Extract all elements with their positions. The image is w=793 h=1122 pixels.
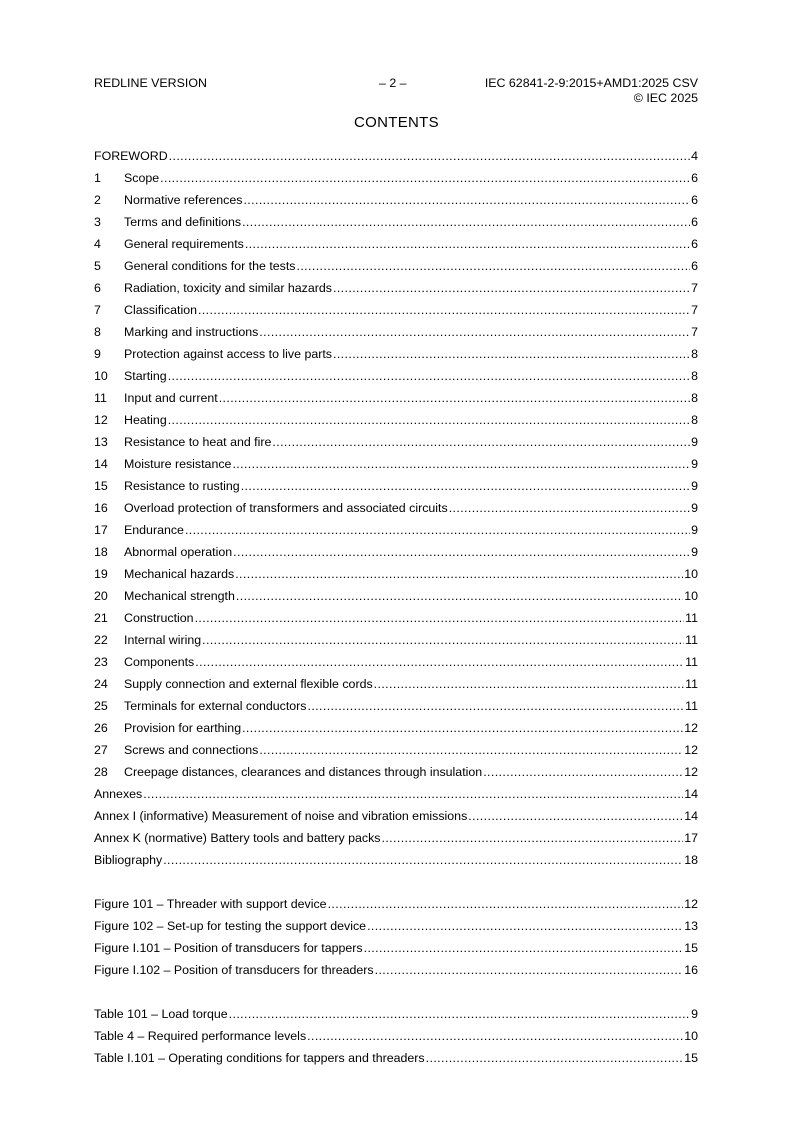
toc-entry[interactable] — [94, 783, 698, 805]
toc-entry-title: Resistance to heat and fire — [124, 435, 272, 449]
dot-leader — [185, 519, 690, 541]
dot-leader — [259, 321, 690, 343]
toc-entry-title: Components — [124, 655, 195, 669]
toc-clause-number: 2 — [94, 193, 101, 207]
header-version-label: REDLINE VERSION — [94, 76, 207, 90]
toc-table-entry[interactable] — [94, 1025, 698, 1047]
dot-leader — [307, 1025, 683, 1047]
toc-entry[interactable] — [94, 211, 698, 233]
toc-entry[interactable] — [94, 453, 698, 475]
toc-page-number: 9 — [691, 501, 698, 515]
toc-clause-number: 8 — [94, 325, 101, 339]
toc-page-number: 8 — [691, 347, 698, 361]
toc-clause-number: 7 — [94, 303, 101, 317]
toc-entry-title: Input and current — [124, 391, 218, 405]
toc-entry[interactable] — [94, 717, 698, 739]
toc-clause-number: 1 — [94, 171, 101, 185]
toc-clause-number: 13 — [94, 435, 108, 449]
toc-clause-number: 4 — [94, 237, 101, 251]
toc-clause-number: 3 — [94, 215, 101, 229]
dot-leader — [375, 959, 684, 981]
dot-leader — [328, 893, 684, 915]
toc-entry[interactable] — [94, 255, 698, 277]
toc-entry[interactable] — [94, 365, 698, 387]
toc-figure-entry[interactable] — [94, 959, 698, 981]
toc-entry[interactable] — [94, 849, 698, 871]
toc-page-number: 6 — [691, 193, 698, 207]
dot-leader — [229, 1003, 690, 1025]
toc-entry-title: Internal wiring — [124, 633, 202, 647]
dot-leader — [242, 211, 690, 233]
toc-entry[interactable] — [94, 233, 698, 255]
toc-entry[interactable] — [94, 673, 698, 695]
toc-clause-number: 27 — [94, 743, 108, 757]
toc-entry-title: Annex I (informative) Measurement of noise and vibration emissions — [94, 809, 468, 823]
toc-clause-number: 16 — [94, 501, 108, 515]
dot-leader — [236, 585, 683, 607]
toc-entry[interactable] — [94, 299, 698, 321]
page-header — [94, 76, 698, 110]
dot-leader — [143, 783, 683, 805]
toc-entry-title: Resistance to rusting — [124, 479, 240, 493]
dot-leader — [259, 739, 683, 761]
toc-figure-entry[interactable] — [94, 893, 698, 915]
toc-entry-title: Radiation, toxicity and similar hazards — [124, 281, 332, 295]
toc-page-number: 7 — [691, 325, 698, 339]
toc-page-number: 11 — [685, 677, 698, 691]
dot-leader — [364, 937, 684, 959]
toc-entry-title: Protection against access to live parts — [124, 347, 332, 361]
dot-leader — [195, 607, 685, 629]
toc-clause-number: 5 — [94, 259, 101, 273]
toc-page-number: 10 — [684, 567, 698, 581]
toc-page-number: 15 — [684, 941, 698, 955]
toc-entry-title: Figure 101 – Threader with support device — [94, 897, 327, 911]
toc-page-number: 10 — [684, 589, 698, 603]
dot-leader — [468, 805, 683, 827]
toc-entry-title: Mechanical hazards — [124, 567, 235, 581]
toc-entry[interactable] — [94, 585, 698, 607]
toc-page-number: 13 — [684, 919, 698, 933]
dot-leader — [333, 343, 690, 365]
toc-page-number: 14 — [684, 809, 698, 823]
toc-clause-number: 11 — [94, 391, 107, 405]
toc-entry[interactable] — [94, 343, 698, 365]
toc-clause-number: 28 — [94, 765, 108, 779]
toc-entry[interactable] — [94, 277, 698, 299]
dot-leader — [169, 145, 690, 167]
toc-clause-number: 10 — [94, 369, 108, 383]
dot-leader — [374, 673, 684, 695]
toc-entry-title: Construction — [124, 611, 194, 625]
toc-clause-number: 19 — [94, 567, 108, 581]
toc-page-number: 10 — [684, 1029, 698, 1043]
toc-page-number: 11 — [685, 699, 698, 713]
dot-leader — [449, 497, 690, 519]
toc-entry-title: Table I.101 – Operating conditions for tappers and threaders — [94, 1051, 425, 1065]
toc-entry-title: Figure 102 – Set-up for testing the support device — [94, 919, 367, 933]
header-standard-number: IEC 62841-2-9:2015+AMD1:2025 CSV — [484, 76, 698, 90]
toc-page-number: 9 — [691, 1007, 698, 1021]
toc-page-number: 15 — [684, 1051, 698, 1065]
toc-page-number: 8 — [691, 413, 698, 427]
toc-clause-number: 14 — [94, 457, 108, 471]
toc-page-number: 11 — [685, 611, 698, 625]
toc-clause-number: 12 — [94, 413, 108, 427]
toc-clause-number: 22 — [94, 633, 108, 647]
dot-leader — [195, 651, 684, 673]
dot-leader — [367, 915, 683, 937]
toc-entry-title: Annexes — [94, 787, 143, 801]
toc-entry-title: Mechanical strength — [124, 589, 235, 603]
dot-leader — [233, 541, 690, 563]
toc-page-number: 9 — [691, 523, 698, 537]
toc-entry[interactable] — [94, 409, 698, 431]
toc-entry-title: Endurance — [124, 523, 184, 537]
dot-leader — [483, 761, 683, 783]
toc-entry-title: Classification — [124, 303, 197, 317]
toc-clause-number: 25 — [94, 699, 108, 713]
dot-leader — [426, 1047, 684, 1069]
toc-clause-number: 15 — [94, 479, 108, 493]
page-title: CONTENTS — [354, 114, 439, 131]
toc-clause-number: 24 — [94, 677, 108, 691]
toc-page-number: 11 — [685, 655, 698, 669]
dot-leader — [382, 827, 684, 849]
dot-leader — [202, 629, 684, 651]
toc-entry[interactable] — [94, 497, 698, 519]
toc-table-entry[interactable] — [94, 1003, 698, 1025]
toc-page-number: 14 — [684, 787, 698, 801]
dot-leader — [235, 563, 683, 585]
toc-page-number: 9 — [691, 479, 698, 493]
toc-entry-title: Figure I.101 – Position of transducers for tappers — [94, 941, 363, 955]
toc-page-number: 6 — [691, 259, 698, 273]
toc-entry[interactable] — [94, 387, 698, 409]
toc-entry-title: Overload protection of transformers and associated circuits — [124, 501, 448, 515]
toc-entry-title: General conditions for the tests — [124, 259, 296, 273]
toc-entry-title: Table 4 – Required performance levels — [94, 1029, 307, 1043]
dot-leader — [308, 695, 685, 717]
dot-leader — [168, 365, 690, 387]
toc-entry-title: FOREWORD — [94, 149, 168, 163]
toc-entry-title: Starting — [124, 369, 167, 383]
toc-page-number: 7 — [691, 303, 698, 317]
dot-leader — [297, 255, 691, 277]
dot-leader — [219, 387, 690, 409]
toc-entry[interactable] — [94, 145, 698, 167]
dot-leader — [163, 849, 683, 871]
toc-entry-title: General requirements — [124, 237, 244, 251]
toc-figure-entry[interactable] — [94, 937, 698, 959]
toc-entry-title: Moisture resistance — [124, 457, 232, 471]
toc-page-number: 8 — [691, 391, 698, 405]
toc-page-number: 7 — [691, 281, 698, 295]
dot-leader — [198, 299, 690, 321]
toc-entry[interactable] — [94, 805, 698, 827]
toc-page-number: 4 — [691, 149, 698, 163]
toc-entry[interactable] — [94, 761, 698, 783]
toc-clause-number: 18 — [94, 545, 108, 559]
dot-leader — [168, 409, 690, 431]
toc-entry[interactable] — [94, 475, 698, 497]
toc-entry[interactable] — [94, 431, 698, 453]
toc-entry[interactable] — [94, 321, 698, 343]
dot-leader — [333, 277, 690, 299]
toc-page-number: 12 — [684, 743, 698, 757]
toc-entry-title: Bibliography — [94, 853, 163, 867]
toc-entry-title: Figure I.102 – Position of transducers for threaders — [94, 963, 374, 977]
toc-entry-title: Scope — [124, 171, 160, 185]
toc-figure-entry[interactable] — [94, 915, 698, 937]
toc-entry-title: Normative references — [124, 193, 243, 207]
toc-entry-title: Abnormal operation — [124, 545, 233, 559]
header-standard-id — [485, 76, 698, 105]
toc-entry[interactable] — [94, 695, 698, 717]
toc-entry-title: Screws and connections — [124, 743, 259, 757]
toc-entry-title: Marking and instructions — [124, 325, 259, 339]
toc-page-number: 12 — [684, 721, 698, 735]
toc-page-number: 6 — [691, 237, 698, 251]
toc-clause-number: 6 — [94, 281, 101, 295]
toc-page-number: 9 — [691, 435, 698, 449]
toc-entry[interactable] — [94, 739, 698, 761]
toc-entry[interactable] — [94, 167, 698, 189]
toc-entry-title: Creepage distances, clearances and distances through insulation — [124, 765, 483, 779]
toc-clause-number: 9 — [94, 347, 101, 361]
dot-leader — [232, 453, 690, 475]
toc-entry[interactable] — [94, 607, 698, 629]
toc-tables — [94, 1003, 698, 1069]
toc-entry[interactable] — [94, 827, 698, 849]
toc-entry-title: Provision for earthing — [124, 721, 242, 735]
toc-page-number: 17 — [684, 831, 698, 845]
toc-entry[interactable] — [94, 519, 698, 541]
toc-page-number: 12 — [684, 765, 698, 779]
toc-entry[interactable] — [94, 651, 698, 673]
toc-figures — [94, 893, 698, 981]
toc-table-entry[interactable] — [94, 1047, 698, 1069]
dot-leader — [160, 167, 690, 189]
toc-entries — [94, 145, 698, 871]
toc-page-number: 6 — [691, 215, 698, 229]
toc-clause-number: 26 — [94, 721, 108, 735]
toc-entry[interactable] — [94, 629, 698, 651]
toc-page-number: 8 — [691, 369, 698, 383]
toc-clause-number: 23 — [94, 655, 108, 669]
toc-clause-number: 20 — [94, 589, 108, 603]
toc-entry-title: Supply connection and external flexible cords — [124, 677, 373, 691]
toc-entry-title: Annex K (normative) Battery tools and battery packs — [94, 831, 381, 845]
toc-entry[interactable] — [94, 563, 698, 585]
dot-leader — [272, 431, 690, 453]
toc-clause-number: 21 — [94, 611, 108, 625]
toc-page-number: 9 — [691, 457, 698, 471]
dot-leader — [245, 233, 690, 255]
toc-page-number: 11 — [685, 633, 698, 647]
toc-entry-title: Heating — [124, 413, 167, 427]
toc-entry-title: Terminals for external conductors — [124, 699, 307, 713]
dot-leader — [242, 717, 683, 739]
header-copyright: © IEC 2025 — [633, 90, 698, 105]
toc-entry-title: Terms and definitions — [124, 215, 242, 229]
toc-entry[interactable] — [94, 189, 698, 211]
toc-page-number: 6 — [691, 171, 698, 185]
toc-page-number: 12 — [684, 897, 698, 911]
toc-clause-number: 17 — [94, 523, 108, 537]
toc-page-number: 9 — [691, 545, 698, 559]
toc-page-number: 16 — [684, 963, 698, 977]
header-page-number: – 2 – — [379, 76, 407, 90]
toc-entry-title: Table 101 – Load torque — [94, 1007, 228, 1021]
dot-leader — [241, 475, 690, 497]
dot-leader — [243, 189, 690, 211]
table-of-contents — [94, 145, 698, 1069]
toc-page-number: 18 — [684, 853, 698, 867]
toc-entry[interactable] — [94, 541, 698, 563]
